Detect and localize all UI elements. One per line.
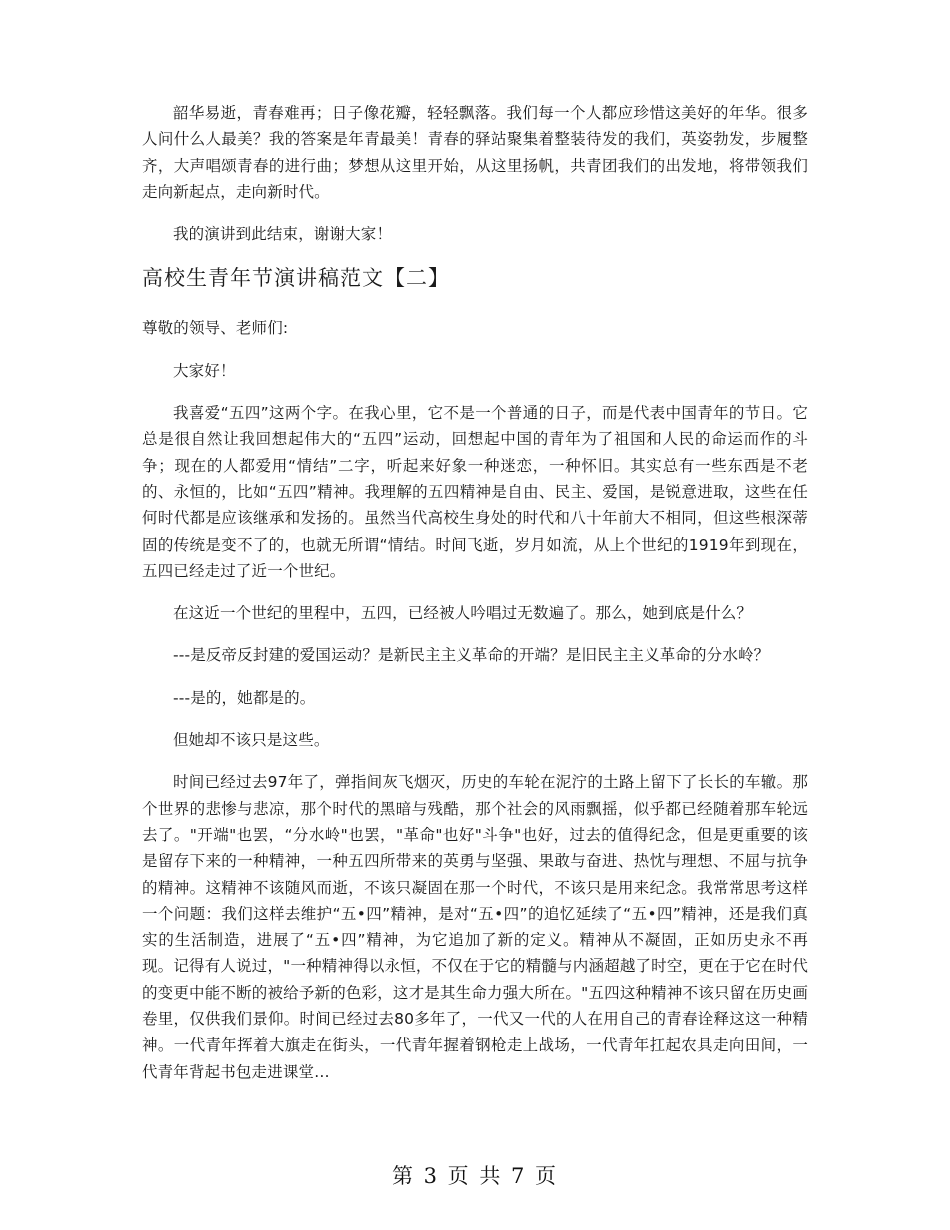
paragraph: 我的演讲到此结束，谢谢大家！: [173, 225, 393, 244]
paragraph: 韶华易逝，青春难再；日子像花瓣，轻轻飘落。我们每一个人都应珍惜这美好的年华。很多人问什么人最美？我的答案是年青最美！青春的驿站聚集着整装待发的我们，英姿勃发，步履整齐，大声唱颂青春的进行曲；梦想从这里开始，从这里扬帆，共青团我们的出发地，将带领我们走向新起点，走向新时代。: [142, 104, 808, 201]
paragraph: 我喜爱“五四”这两个字。在我心里，它不是一个普通的日子，而是代表中国青年的节日。它总是很自然让我回想起伟大的“五四”运动，回想起中国的青年为了祖国和人民的命运而作的斗争；现在的人都爱用“情结”二字，听起来好象一种迷恋，一种怀旧。其实总有一些东西是不老的、永恒的，比如“五四”精神。我理解的五四精神是自由、民主、爱国，是锐意进取，这些在任何时代都是应该继承和发扬的。虽然当代高校生身处的时代和八十年前大不相同，但这些根深蒂固的传统是变不了的，也就无所谓“情结。时间飞逝，岁月如流，从上个世纪的1919年到现在，五四已经走过了近一个世纪。: [142, 404, 808, 580]
paragraph: 但她却不该只是这些。: [173, 731, 330, 750]
paragraph: ---是反帝反封建的爱国运动？是新民主主义革命的开端？是旧民主主义革命的分水岭？: [173, 646, 770, 665]
paragraph: 在这近一个世纪的里程中，五四，已经被人吟唱过无数遍了。那么，她到底是什么？: [173, 604, 753, 623]
paragraph: 时间已经过去97年了，弹指间灰飞烟灭，历史的车轮在泥泞的土路上留下了长长的车辙。那个世界的悲惨与悲凉，那个时代的黑暗与残酷，那个社会的风雨飘摇，似乎都已经随着那车轮远去了。"开端"也罢，“分水岭"也罢，"革命"也好"斗争"也好，过去的值得纪念，但是更重要的该是留存下来的一种精神，一种五四所带来的英勇与坚强、果敢与奋进、热忱与理想、不屈与抗争的精神。这精神不该随风而逝，不该只凝固在那一个时代，不该只是用来纪念。我常常思考这样一个问题：我们这样去维护“五•四”精神，是对“五•四”的追忆延续了“五•四”精神，还是我们真实的生活制造，进展了“五•四”精神，为它追加了新的定义。精神从不凝固，正如历史永不再现。记得有人说过，"一种精神得以永恒，不仅在于它的精髓与内涵超越了时空，更在于它在时代的变更中能不断的被给予新的色彩，这才是其生命力强大所在。"五四这种精神不该只留在历史画卷里，仅供我们景仰。时间已经过去80多年了，一代又一代的人在用自己的青春诠释这这一种精神。一代青年挥着大旗走在街头，一代青年握着钢枪走上战场，一代青年扛起农具走向田间，一代青年背起书包走进课堂…: [142, 773, 808, 1081]
paragraph: ---是的，她都是的。: [173, 688, 316, 707]
page-number-footer: 第 3 页 共 7 页: [391, 1164, 559, 1188]
salutation: 尊敬的领导、老师们:: [142, 319, 289, 338]
document-body: [142, 100, 808, 1101]
greeting: 大家好！: [173, 361, 236, 380]
section-title: 高校生青年节演讲稿范文【二】: [142, 266, 450, 291]
